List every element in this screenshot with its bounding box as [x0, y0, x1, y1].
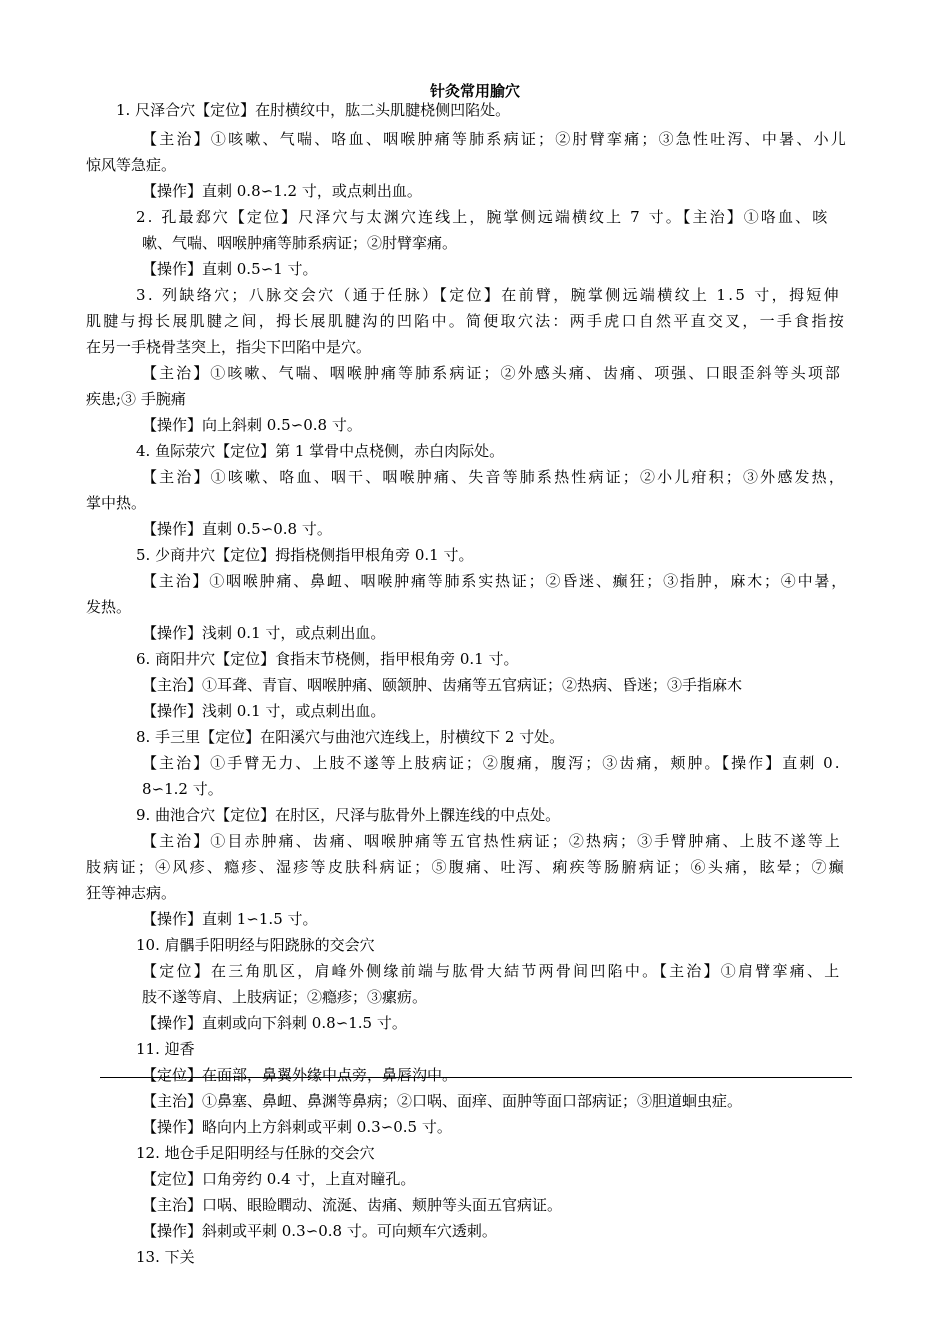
text-line: 【定位】口角旁约 0.4 寸，上直对瞳孔。 — [142, 1170, 416, 1188]
text-line: 【主治】①手臂无力、上肢不遂等上肢病证；②腹痛，腹泻；③齿痛，颊肿。【操作】直刺 0. — [142, 754, 842, 772]
text-line: 嗽、气喘、咽喉肿痛等肺系病证；②肘臂挛痛。 — [142, 234, 458, 252]
text-line: 【主治】①咳嗽、气喘、咯血、咽喉肿痛等肺系病证；②肘臂挛痛；③急性吐泻、中暑、小儿 — [142, 130, 849, 148]
text-line: 4. 鱼际荥穴【定位】第 1 掌骨中点桡侧，赤白肉际处。 — [136, 442, 505, 460]
text-line: 【主治】①目赤肿痛、齿痛、咽喉肿痛等五官热性病证；②热病；③手臂肿痛、上肢不遂等上 — [142, 832, 843, 850]
text-line: 发热。 — [86, 598, 132, 616]
text-line: 8. 手三里【定位】在阳溪穴与曲池穴连线上，肘横纹下 2 寸处。 — [136, 728, 565, 746]
text-line: 【主治】①咳嗽、咯血、咽干、咽喉肿痛、失音等肺系热性病证；②小儿疳积；③外感发热， — [142, 468, 847, 486]
text-line: 在另一手桡骨茎突上，指尖下凹陷中是穴。 — [86, 338, 372, 356]
text-line: 【操作】直刺 1∽1.5 寸。 — [142, 910, 318, 928]
document-title: 针灸常用腧穴 — [429, 82, 520, 100]
text-line: 【操作】直刺 0.5∽1 寸。 — [142, 260, 318, 278]
text-line: 2. 孔最郄穴【定位】尺泽穴与太渊穴连线上，腕掌侧远端横纹上 7 寸。【主治】①咯血、咳 — [136, 208, 830, 226]
text-line: 【操作】浅刺 0.1 寸，或点刺出血。 — [142, 702, 386, 720]
text-line: 【操作】直刺或向下斜刺 0.8∽1.5 寸。 — [142, 1014, 407, 1032]
text-line: 12. 地仓手足阳明经与任脉的交会穴 — [136, 1144, 375, 1162]
text-line: 9. 曲池合穴【定位】在肘区，尺泽与肱骨外上髁连线的中点处。 — [136, 806, 561, 824]
text-line: 【定位】在三角肌区，肩峰外侧缘前端与肱骨大結节两骨间凹陷中。【主治】①肩臂挛痛、上 — [142, 962, 842, 980]
text-line: 肢病证；④风疹、瘾疹、湿疹等皮肤科病证；⑤腹痛、吐泻、痢疾等肠腑病证；⑥头痛，眩晕；⑦癫 — [86, 858, 847, 876]
text-line: 【操作】斜刺或平刺 0.3∽0.8 寸。可向颊车穴透刺。 — [142, 1222, 497, 1240]
text-line: 【主治】①咳嗽、气喘、咽喉肿痛等肺系病证；②外感头痛、齿痛、项强、口眼歪斜等头项部 — [142, 364, 843, 382]
text-line: 【主治】①鼻塞、鼻衄、鼻渊等鼻病；②口㖞、面痒、面肿等面口部病证；③胆道蛔虫症。 — [142, 1092, 743, 1110]
text-line: 【主治】①咽喉肿痛、鼻衄、咽喉肿痛等肺系实热证；②昏迷、癫狂；③指肿，麻木；④中暑， — [142, 572, 849, 590]
text-line: 【操作】直刺 0.8∽1.2 寸，或点刺出血。 — [142, 182, 422, 200]
text-line: 【操作】直刺 0.5∽0.8 寸。 — [142, 520, 332, 538]
text-line: 疾患;③ 手腕痛 — [86, 390, 186, 408]
text-line: 6. 商阳井穴【定位】食指末节桡侧，指甲根角旁 0.1 寸。 — [136, 650, 519, 668]
text-line: 【操作】向上斜刺 0.5∽0.8 寸。 — [142, 416, 362, 434]
text-line: 【主治】①耳聋、青盲、咽喉肿痛、颐颔肿、齿痛等五官病证；②热病、昏迷；③手指麻木 — [142, 676, 743, 694]
text-line: 13. 下关 — [136, 1248, 195, 1266]
text-line: 掌中热。 — [86, 494, 147, 512]
text-line: 狂等神志病。 — [86, 884, 177, 902]
text-line: 惊风等急症。 — [86, 156, 177, 174]
text-line: 5. 少商井穴【定位】拇指桡侧指甲根角旁 0.1 寸。 — [136, 546, 474, 564]
text-line: 【操作】略向内上方斜刺或平刺 0.3∽0.5 寸。 — [142, 1118, 452, 1136]
text-line: 10. 肩髃手阳明经与阳跷脉的交会穴 — [136, 936, 375, 954]
text-line: 【主治】口㖞、眼睑瞤动、流涎、齿痛、颊肿等头面五官病证。 — [142, 1196, 563, 1214]
text-line: 11. 迎香 — [136, 1040, 195, 1058]
horizontal-divider — [100, 1077, 852, 1078]
text-line: 1. 尺泽合穴【定位】在肘横纹中，肱二头肌腱桡侧凹陷处。 — [116, 101, 511, 119]
text-line: 【操作】浅刺 0.1 寸，或点刺出血。 — [142, 624, 386, 642]
text-line: 【定位】在面部，鼻翼外缘中点旁，鼻唇沟中。 — [142, 1066, 458, 1084]
text-line: 8∽1.2 寸。 — [142, 780, 223, 798]
text-line: 3. 列缺络穴；八脉交会穴（通于任脉）【定位】在前臂，腕掌侧远端横纹上 1.5 寸，拇短伸 — [136, 286, 841, 304]
text-line: 肢不遂等肩、上肢病证；②瘾疹；③瘰疬。 — [142, 988, 428, 1006]
text-line: 肌腱与拇长展肌腱之间，拇长展肌腱沟的凹陷中。简便取穴法：两手虎口自然平直交叉，一手食指按 — [86, 312, 847, 330]
